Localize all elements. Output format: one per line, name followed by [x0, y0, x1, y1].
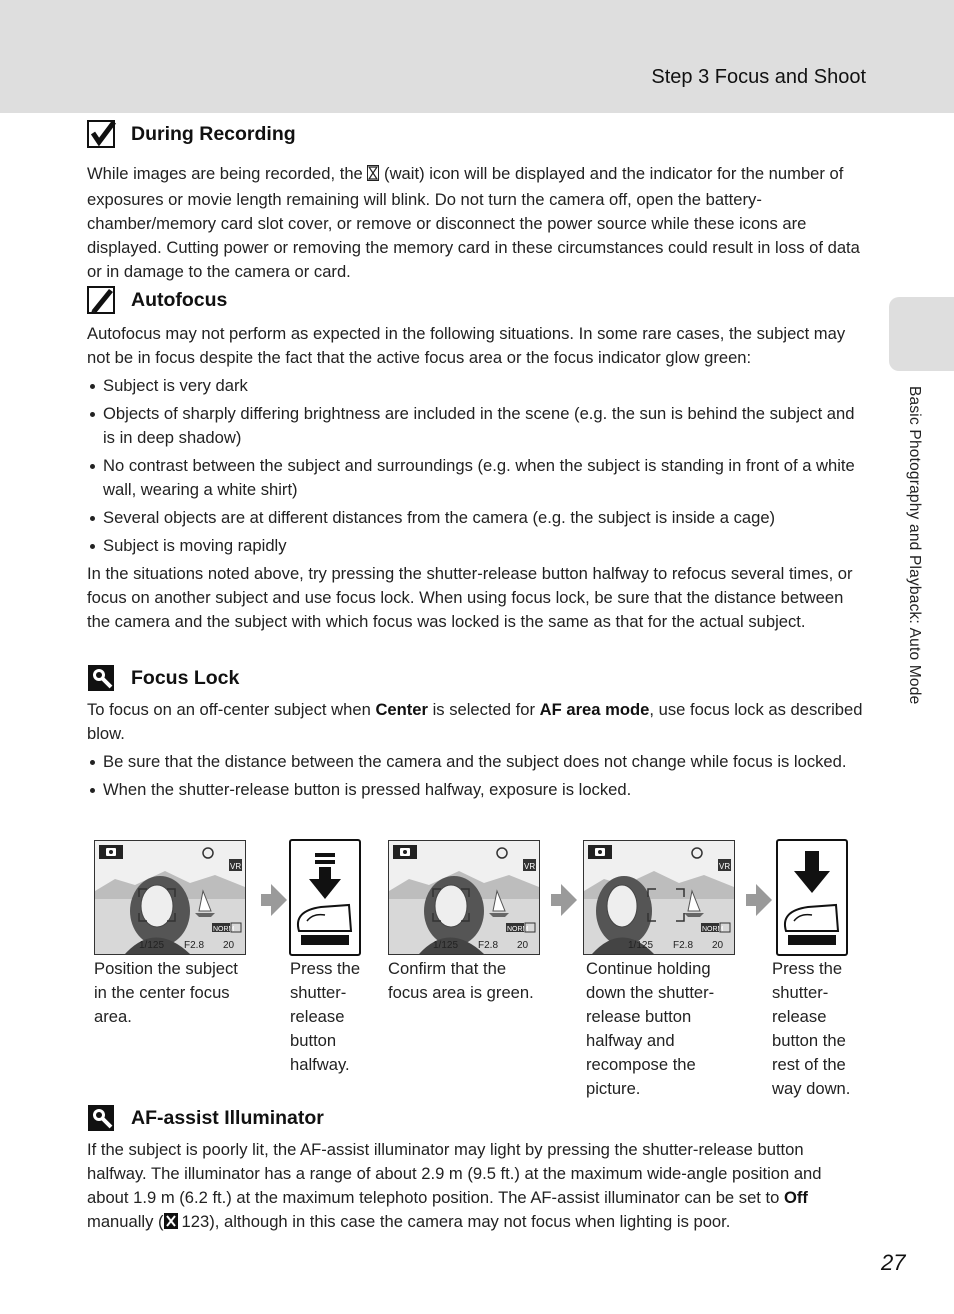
section-heading: [87, 1104, 867, 1132]
section-during-recording: [87, 120, 867, 284]
quality-label: NORM: [507, 926, 529, 933]
page-header-title: Step 3 Focus and Shoot: [651, 66, 866, 88]
shutter-speed-readout: 1/125: [433, 940, 459, 951]
section-heading: [87, 120, 867, 148]
chapter-tab: [889, 297, 954, 371]
body-text: 123), although in this case the camera may not focus when lighting is poor.: [181, 1212, 731, 1231]
tip-magnifier-icon: [87, 1104, 117, 1132]
wait-hourglass-icon: [367, 164, 379, 188]
vr-label: VR: [230, 862, 242, 871]
section-autofocus: [87, 286, 867, 634]
section-heading: [87, 664, 867, 692]
list-item: Be sure that the distance between the camera and the subject does not change while focus is locked.: [87, 750, 867, 774]
section-body: [87, 162, 867, 284]
setting-off: Off: [783, 1188, 808, 1207]
focus-lock-intro: [87, 698, 867, 746]
step-caption-3: Confirm that the focus area is green.: [388, 959, 534, 1002]
section-title: During Recording: [131, 122, 296, 145]
shutter-full-press-illustration: [776, 839, 848, 956]
page-number: 27: [881, 1250, 906, 1275]
autofocus-bullets: [87, 374, 867, 558]
header-band: [0, 0, 954, 113]
step-caption-1: Position the subject in the center focus area.: [94, 959, 238, 1026]
camera-screen-step-3: [583, 840, 735, 955]
list-item: Objects of sharply differing brightness are included in the scene (e.g. the sun is behind the subject and is in deep shadow): [87, 402, 867, 450]
body-text: (wait) icon will be displayed and the indicator for the number of exposures or movie length remaining will blink. Do not turn the camera off, open the battery-chamber/memory card slot cover, or remove or disconnect the power source while these icons are displayed. Cutting power or removing the memory card in these circumstances could result in loss of data or in damage to the camera or card.: [87, 164, 860, 281]
step-caption-5: Press the shutter-release button the rest of the way down.: [772, 959, 851, 1098]
focus-lock-bullets: [87, 750, 867, 802]
step-caption-4: Continue holding down the shutter-release button halfway and recompose the picture.: [586, 959, 715, 1098]
section-focus-lock: [87, 664, 867, 802]
body-text: , use focus lock as described blow.: [87, 700, 863, 743]
quality-label: NORM: [702, 926, 724, 933]
note-pencil-icon: [87, 286, 117, 314]
section-title: Focus Lock: [131, 666, 240, 689]
exposures-remaining-readout: 20: [517, 940, 529, 951]
section-af-assist: [87, 1104, 867, 1236]
list-item: Subject is very dark: [87, 374, 867, 398]
vr-label: VR: [719, 862, 731, 871]
body-text: is selected for: [432, 700, 535, 719]
camera-screen-step-2: [388, 840, 540, 955]
af-assist-body: [87, 1138, 867, 1236]
next-step-arrow-icon: [561, 884, 577, 916]
section-heading: [87, 286, 867, 314]
autofocus-outro: In the situations noted above, try pressing the shutter-release button halfway to refocus several times, or focus on another subject and use focus lock. When using focus lock, be sure that the distance between the camera and the subject with which focus was locked is the same as that for the actual subject.: [87, 564, 853, 631]
next-step-arrow-icon: [756, 884, 772, 916]
exposures-remaining-readout: 20: [223, 940, 235, 951]
autofocus-intro: Autofocus may not perform as expected in the following situations. In some rare cases, the subject may not be in focus despite the fact that the active focus area or the focus indicator glow green:: [87, 324, 846, 367]
shutter-half-press-illustration: [289, 839, 361, 956]
aperture-readout: F2.8: [673, 940, 694, 951]
next-step-arrow-icon: [271, 884, 287, 916]
list-item: Several objects are at different distances from the camera (e.g. the subject is inside a cage): [87, 506, 867, 530]
shutter-speed-readout: 1/125: [628, 940, 654, 951]
exposures-remaining-readout: 20: [712, 940, 724, 951]
section-title: AF-assist Illuminator: [131, 1106, 324, 1129]
body-text: To focus on an off-center subject when: [87, 700, 371, 719]
caution-check-icon: [87, 120, 117, 148]
page-reference-icon: [164, 1212, 178, 1236]
shutter-speed-readout: 1/125: [139, 940, 165, 951]
body-text: manually (: [87, 1212, 164, 1231]
body-text: If the subject is poorly lit, the AF-assist illuminator may light by pressing the shutter-release button halfway. The illuminator has a range of about 2.9 m (9.5 ft.) at the maximum wide-angle position and about 1.9 m (6.2 ft.) at the maximum telephoto position. The AF-assist illuminator can be set to: [87, 1140, 822, 1207]
list-item: When the shutter-release button is pressed halfway, exposure is locked.: [87, 778, 867, 802]
tip-magnifier-icon: [87, 664, 117, 692]
menu-option-af-area-mode: AF area mode: [539, 700, 650, 719]
list-item: Subject is moving rapidly: [87, 534, 867, 558]
chapter-tab-label: Basic Photography and Playback: Auto Mode: [906, 386, 923, 705]
quality-label: NORM: [213, 926, 235, 933]
vr-label: VR: [524, 862, 536, 871]
step-caption-2: Press the shutter-release button halfway.: [290, 959, 361, 1074]
section-title: Autofocus: [131, 288, 228, 311]
menu-option-center: Center: [375, 700, 428, 719]
list-item: No contrast between the subject and surroundings (e.g. when the subject is standing in front of a white wall, wearing a white shirt): [87, 454, 867, 502]
aperture-readout: F2.8: [478, 940, 499, 951]
aperture-readout: F2.8: [184, 940, 205, 951]
body-text: While images are being recorded, the: [87, 164, 363, 183]
camera-screen-step-1: [94, 840, 246, 955]
